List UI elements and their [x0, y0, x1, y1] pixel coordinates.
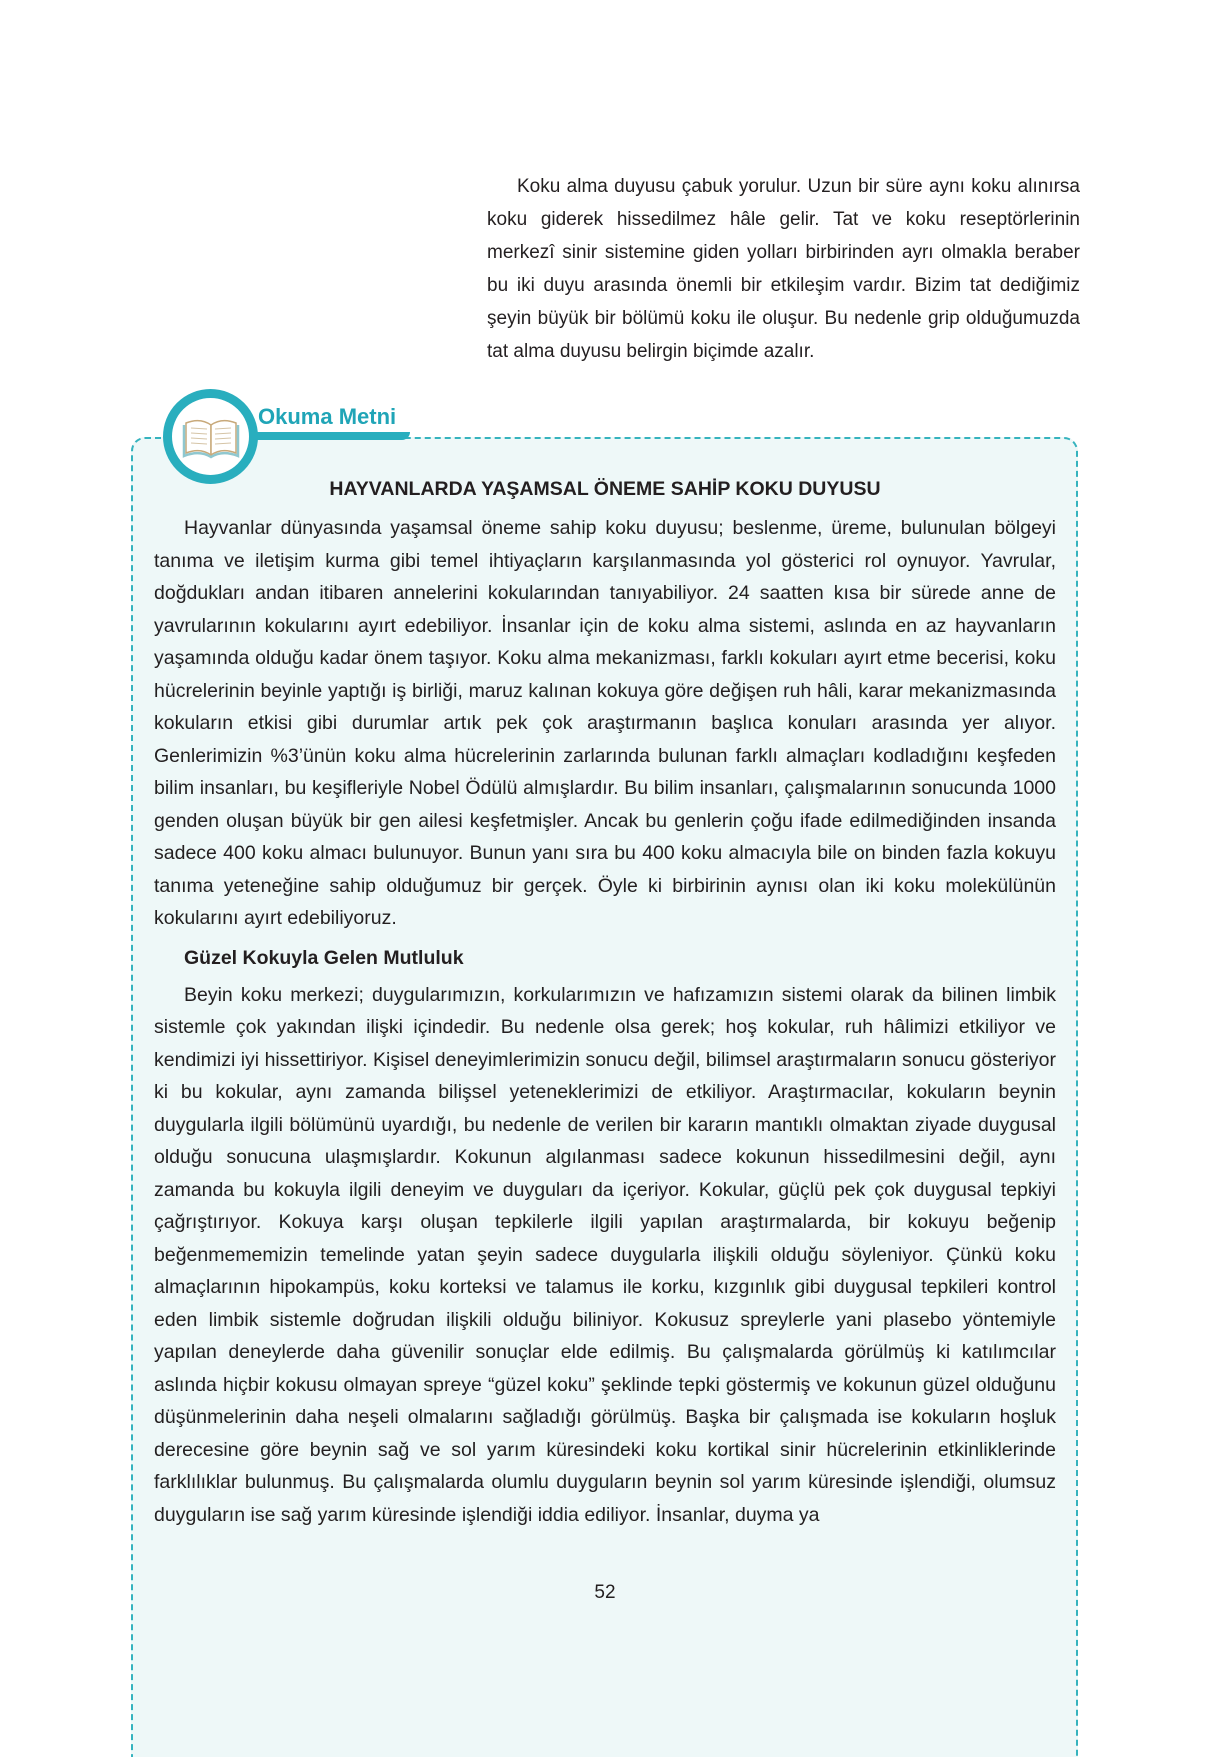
reading-paragraph-2: Beyin koku merkezi; duygularımızın, korkularımızın ve hafızamızın sistemi olarak da bilinen limbik sistemle çok yakından ilişki içindedir. Bu nedenle olsa gerek; hoş kokular, ruh hâlimizi etkiliyor ve kendimizi iyi hissettiriyor. Kişisel deneyimlerimizin sonucu değil, bilimsel araştırmaların sonucu gösteriyor ki bu kokular, aynı zamanda bilişsel yeteneklerimizi de etkiliyor. Araştırmacılar, kokuların beynin duygularla ilgili bölümünü uyardığı, bu nedenle de verilen bir kararın mantıklı olmaktan ziyade duygusal olduğu sonucuna ulaşmışlardır. Kokunun algılanması sadece kokunun hissedilmesini değil, aynı zamanda bu kokuyla ilgili deneyim ve duyguları da içeriyor. Kokular, güçlü pek çok duygusal tepkiyi çağrıştırıyor. Kokuya karşı oluşan tepkilerle ilgili yapılan araştırmalarda, bir kokuyu beğenip beğenmememizin temelinde yatan şeyin sadece duygularla ilişkili olduğu söyleniyor. Çünkü koku almaçlarının hipokampüs, koku korteksi ve talamus ile korku, kızgınlık gibi duygusal tepkileri kontrol eden limbik sistemle doğrudan ilişkili olduğu biliniyor. Kokusuz spreylerle yani plasebo yöntemiyle yapılan deneylerde daha güvenilir sonuçlar elde edilmiş. Bu çalışmalarda görülmüş ki katılımcılar aslında hiçbir kokusu olmayan spreye “güzel koku” şeklinde tepki göstermiş ve kokunun güzel olduğunu düşünmelerinin daha neşeli olmalarını sağladığı görülmüş. Başka bir çalışmada ise kokuların hoşluk derecesine göre beynin sağ ve sol yarım küresindeki koku kortikal sinir hücrelerinin etkinliklerinde farklılıklar bulunmuş. Bu çalışmalarda olumlu duyguların beynin sol yarım küresinde işlendiği, olumsuz duyguların ise sağ yarım küresinde işlendiği iddia ediliyor. İnsanlar, duyma ya: [154, 983, 1056, 1526]
badge-circle: [163, 389, 258, 484]
page-number: 52: [594, 1582, 616, 1603]
reading-box-content: [154, 474, 1056, 1531]
reading-badge-label: Okuma Metni: [258, 404, 397, 429]
reading-paragraph-1: Hayvanlar dünyasında yaşamsal öneme sahip koku duyusu; beslenme, üreme, bulunulan bölgeyi tanıma ve iletişim kurma gibi temel ihtiyaçların karşılanmasında yol gösterici rol oynuyor. Yavrular, doğdukları andan itibaren annelerini kokularından tanıyabiliyor. 24 saatten kısa bir sürede anne de yavrularının kokularını ayırt edebiliyor. İnsanlar için de koku alma sistemi, aslında en az hayvanların yaşamında olduğu kadar önem taşıyor. Koku alma mekanizması, farklı kokuları ayırt etme becerisi, koku hücrelerinin beyinle yaptığı iş birliği, maruz kalınan kokuya göre değişen ruh hâli, karar mekanizmasında kokuların etkisi gibi durumlar artık pek çok araştırmanın başlıca konuları arasında yer alıyor. Genlerimizin %3’ünün koku alma hücrelerinin zarlarında bulunan farklı almaçları kodladığını keşfeden bilim insanları, bu keşifleriyle Nobel Ödülü almışlardır. Bu bilim insanları, çalışmalarının sonucunda 1000 genden oluşan büyük bir gen ailesi keşfetmişler. Ancak bu genlerin çoğu ifade edilmediğinden insanda sadece 400 koku almacı bulunuyor. Bunun yanı sıra bu 400 koku almacıyla bile on binden fazla kokuyu tanıma yeteneğine sahip olduğumuz bir gerçek. Öyle ki birbirinin aynısı olan iki koku molekülünün kokularını ayırt edebiliyoruz.: [154, 517, 1056, 929]
intro-paragraph: Koku alma duyusu çabuk yorulur. Uzun bir süre aynı koku alınırsa koku giderek hissedilmez hâle gelir. Tat ve koku reseptörlerinin merkezî sinir sistemine giden yolları birbirinden ayrı olmakla beraber bu iki duyu arasında önemli bir etkileşim vardır. Bizim tat dediğimiz şeyin büyük bir bölümü koku ile oluşur. Bu nedenle grip olduğumuzda tat alma duyusu belirgin biçimde azalır.: [487, 176, 1080, 362]
open-book-icon: [182, 415, 240, 459]
reading-title: HAYVANLARDA YAŞAMSAL ÖNEME SAHİP KOKU DUYUSU: [329, 478, 881, 500]
reading-subheading: Güzel Kokuyla Gelen Mutluluk: [184, 946, 464, 969]
